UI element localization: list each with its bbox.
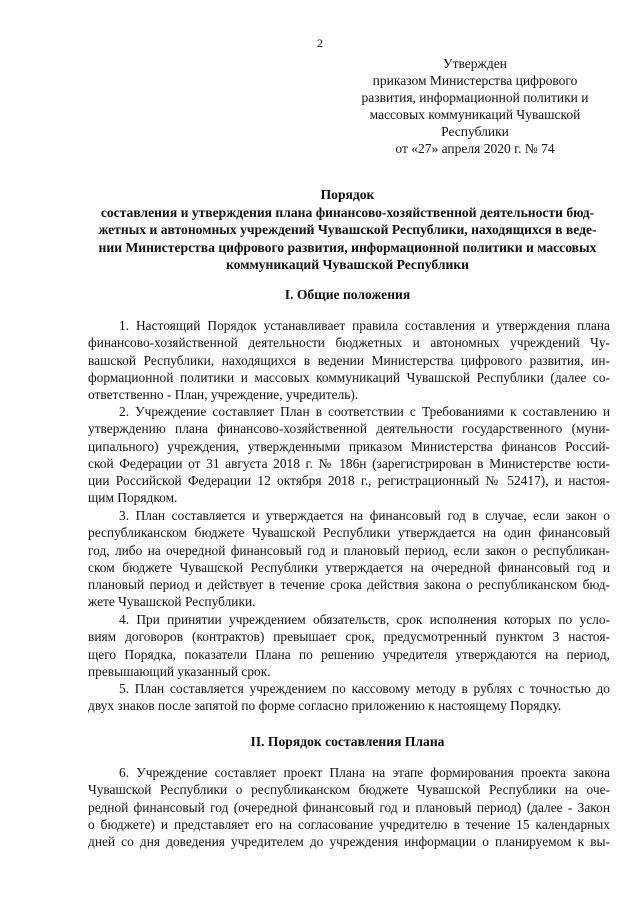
section-heading-general: I. Общие положения (284, 287, 411, 302)
title-line: жетных и автономных учреждений Чувашской Республики, находящихся в веде- (98, 222, 597, 237)
document-title (60, 186, 635, 274)
text-line: вашской Республики, находящихся в ведении Министерства цифрового развития, ин- (88, 352, 610, 368)
text-line: республиканском бюджете Чувашской Республики утверждается на один финансовый (88, 525, 610, 541)
paragraph-5 (88, 680, 610, 715)
page-number: 2 (317, 36, 323, 50)
title-line: составления и утверждения плана финансово-хозяйственной деятельности бюд- (100, 204, 595, 220)
text-line: Чувашской Республики о республиканском бюджете Чувашской Республики на оче- (88, 782, 610, 798)
paragraph-3 (88, 507, 610, 611)
text-line: редной финансовый год (очередной финансовый год и плановый период) (далее - Закон (88, 799, 610, 815)
section-heading-plan-preparation: II. Порядок составления Плана (250, 734, 445, 749)
text-line: финансово-хозяйственной деятельности бюджетных и автономных учреждений Чу- (88, 335, 610, 351)
text-line: 5. План составляется учреждением по кассовому методу в рублях с точностью до (119, 681, 610, 696)
text-line: дней со дня доведения учредителем до учреждения информации о планируемом к вы- (88, 834, 610, 850)
text-line: жете Чувашской Республики. (88, 594, 256, 610)
text-line: ской Федерации от 31 августа 2018 г. № 186н (зарегистрирован в Министерстве юсти- (88, 455, 610, 471)
paragraph-4 (88, 611, 610, 680)
paragraph-2 (88, 403, 610, 507)
text-line: щего Порядка, показатели Плана по решению учредителя утверждаются на период, (88, 646, 610, 662)
paragraph-6 (88, 764, 610, 850)
text-line: превышающий указанный срок. (88, 663, 271, 679)
title-line: коммуникаций Чувашской Республики (226, 257, 469, 272)
text-line: ском бюджете Чувашской Республики утверждается на очередной финансовый год и (88, 559, 610, 575)
text-line: виям договоров (контрактов) превышает срок, предусмотренный пунктом 3 настоя- (88, 629, 610, 645)
text-line: двух знаков после запятой по форме согласно приложению к настоящему Порядку. (88, 698, 562, 714)
text-line: ципального) учреждения, утвержденными приказом Министерства финансов Россий- (88, 438, 610, 454)
text-line: год, либо на очередной финансовый год и плановый период, если закон о республикан- (88, 542, 610, 558)
approval-line: Республики (441, 124, 509, 139)
text-line: 1. Настоящий Порядок устанавливает правила составления и утверждения плана (119, 318, 610, 333)
text-line: 6. Учреждение составляет проект Плана на этапе формирования проекта закона (119, 765, 610, 780)
text-line: формационной политики и массовых коммуникаций Чувашской Республики (далее со- (88, 369, 610, 385)
approval-line: массовых коммуникаций Чувашской (369, 107, 581, 122)
text-line: о бюджете) и представляет его на согласование учредителю в течение 15 календарных (88, 816, 610, 832)
text-line: утверждению плана финансово-хозяйственной деятельности государственного (муни- (88, 421, 610, 437)
text-line: 4. При принятии учреждением обязательств, срок исполнения которых по усло- (119, 612, 610, 627)
text-line: ответственно - План, учреждение, учредитель). (88, 387, 359, 403)
approval-line: Утвержден (443, 56, 507, 71)
paragraph-1 (88, 317, 610, 403)
text-line: 3. План составляется и утверждается на финансовый год в случае, если закон о (119, 508, 610, 523)
approval-line: приказом Министерства цифрового (372, 73, 578, 88)
text-line: ции Российской Федерации 12 октября 2018 г., регистрационный № 52417), и настоя- (88, 473, 610, 489)
approval-line: от «27» апреля 2020 г. № 74 (395, 141, 555, 156)
title-line: нии Министерства цифрового развития, информационной политики и массовых (98, 239, 597, 255)
approval-stamp-block (350, 55, 600, 157)
text-line: плановый период и действует в течение срока действия закона о республиканском бюд- (88, 577, 610, 593)
text-line: 2. Учреждение составляет План в соответствии с Требованиями к составлению и (119, 404, 610, 419)
approval-line: развития, информационной политики и (361, 90, 589, 105)
title-line: Порядок (320, 187, 375, 202)
text-line: щим Порядком. (88, 490, 178, 506)
